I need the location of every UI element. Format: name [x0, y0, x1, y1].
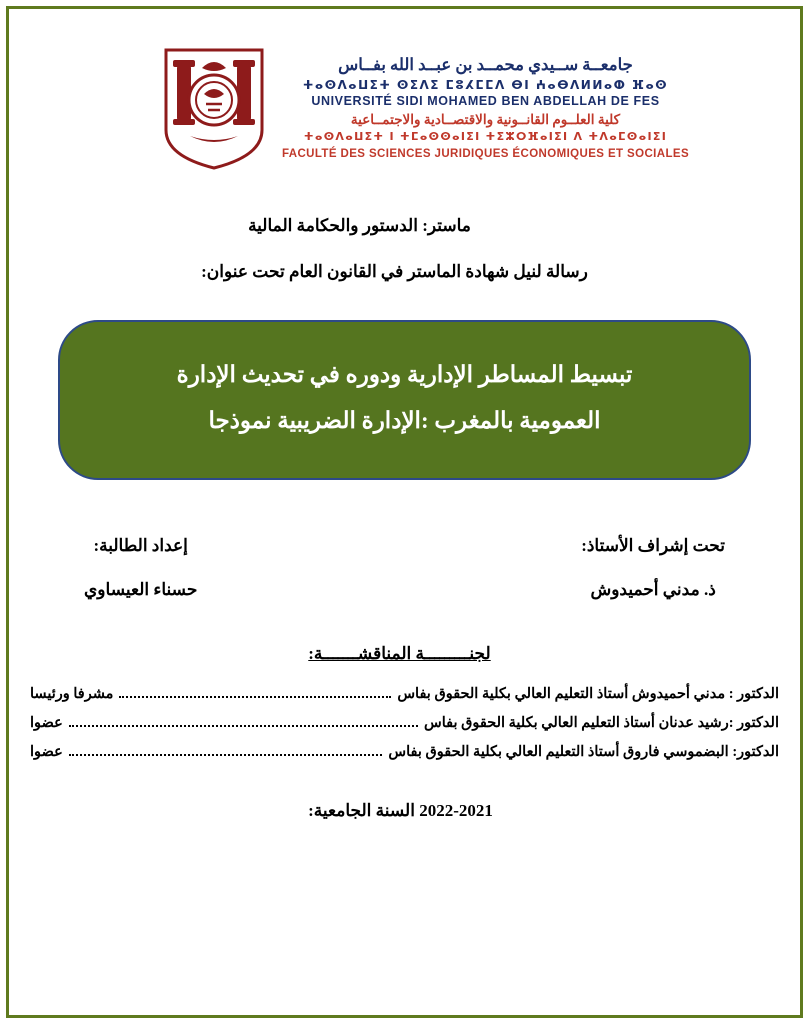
supervisor-block	[581, 536, 725, 600]
faculty-name-french: FACULTÉ DES SCIENCES JURIDIQUES ÉCONOMIQUES ET SOCIALES	[281, 147, 690, 160]
thesis-statement-line: رسالة لنيل شهادة الماستر في القانون العام تحت عنوان:	[201, 262, 588, 281]
academic-year-value: 2022-2021	[419, 801, 493, 820]
jury-heading	[22, 644, 787, 664]
student-name: حسناء العيساوي	[84, 580, 198, 599]
jury-member-row	[30, 744, 779, 761]
supervisor-role-label: تحت إشراف الأستاذ:	[581, 536, 725, 555]
jury-row-dots	[69, 753, 383, 756]
academic-year-label: السنة الجامعية:	[308, 801, 415, 820]
faculty-name-tifinagh: ⵜⴰⵙⴷⴰⵡⵉⵜ ⵏ ⵜⵎⴰⵙⵙⴰⵏⵉⵏ ⵜⵉⵣⵔⴼⴰⵏⵉⵏ ⴷ ⵜⴷⴰⵎⵙⴰⵏⵉⵏ	[303, 130, 668, 143]
faculty-name-arabic: كلية العلــوم القانــونية والاقتصــادية والاجتمــاعية	[350, 112, 621, 128]
master-program-line: ماستر: الدستور والحكامة المالية	[248, 216, 471, 235]
page-content	[22, 18, 787, 1006]
university-name-french: UNIVERSITÉ SIDI MOHAMED BEN ABDELLAH DE FES	[311, 93, 660, 108]
supervisor-name: ذ. مدني أحميدوش	[590, 580, 716, 599]
university-name-tifinagh: ⵜⴰⵙⴷⴰⵡⵉⵜ ⵙⵉⴷⵉ ⵎⵓⵃⵎⵎⴷ ⴱⵏ ⵄⴰⴱⴷⵍⵍⴰⵀ ⴼⴰⵙ	[302, 77, 669, 92]
jury-member-row	[30, 715, 779, 732]
academic-year	[22, 801, 787, 821]
thesis-title-box	[58, 320, 751, 480]
jury-member-row	[30, 686, 779, 703]
institution-header	[22, 44, 787, 172]
jury-heading-text: لجنـــــــــة المناقشـــــــة:	[308, 644, 491, 663]
jury-member-description: الدكتور: البضموسي فاروق أستاذ التعليم العالي بكلية الحقوق بفاس	[388, 744, 779, 760]
jury-member-role: مشرفا ورئيسا	[30, 686, 114, 702]
institution-text-block	[282, 55, 689, 161]
people-section	[22, 536, 787, 600]
student-role-label: إعداد الطالبة:	[93, 536, 188, 555]
jury-member-description: الدكتور : مدني أحميدوش أستاذ التعليم العالي بكلية الحقوق بفاس	[397, 686, 779, 702]
jury-members-list	[22, 686, 787, 761]
jury-member-role: عضوا	[30, 715, 63, 731]
jury-member-description: الدكتور :رشيد عدنان أستاذ التعليم العالي بكلية الحقوق بفاس	[424, 715, 779, 731]
jury-row-dots	[119, 695, 391, 698]
university-name-arabic: جامعــة ســيدي محمــد بن عبــد الله بفــاس	[338, 54, 633, 74]
jury-row-dots	[69, 724, 418, 727]
thesis-title-line-1: تبسيط المساطر الإدارية ودوره في تحديث الإدارة	[176, 362, 633, 387]
jury-member-role: عضوا	[30, 744, 63, 760]
student-block	[84, 536, 197, 600]
thesis-title-line-2: العمومية بالمغرب :الإدارة الضريبية نموذجا	[208, 408, 601, 433]
university-crest-icon	[160, 44, 268, 172]
